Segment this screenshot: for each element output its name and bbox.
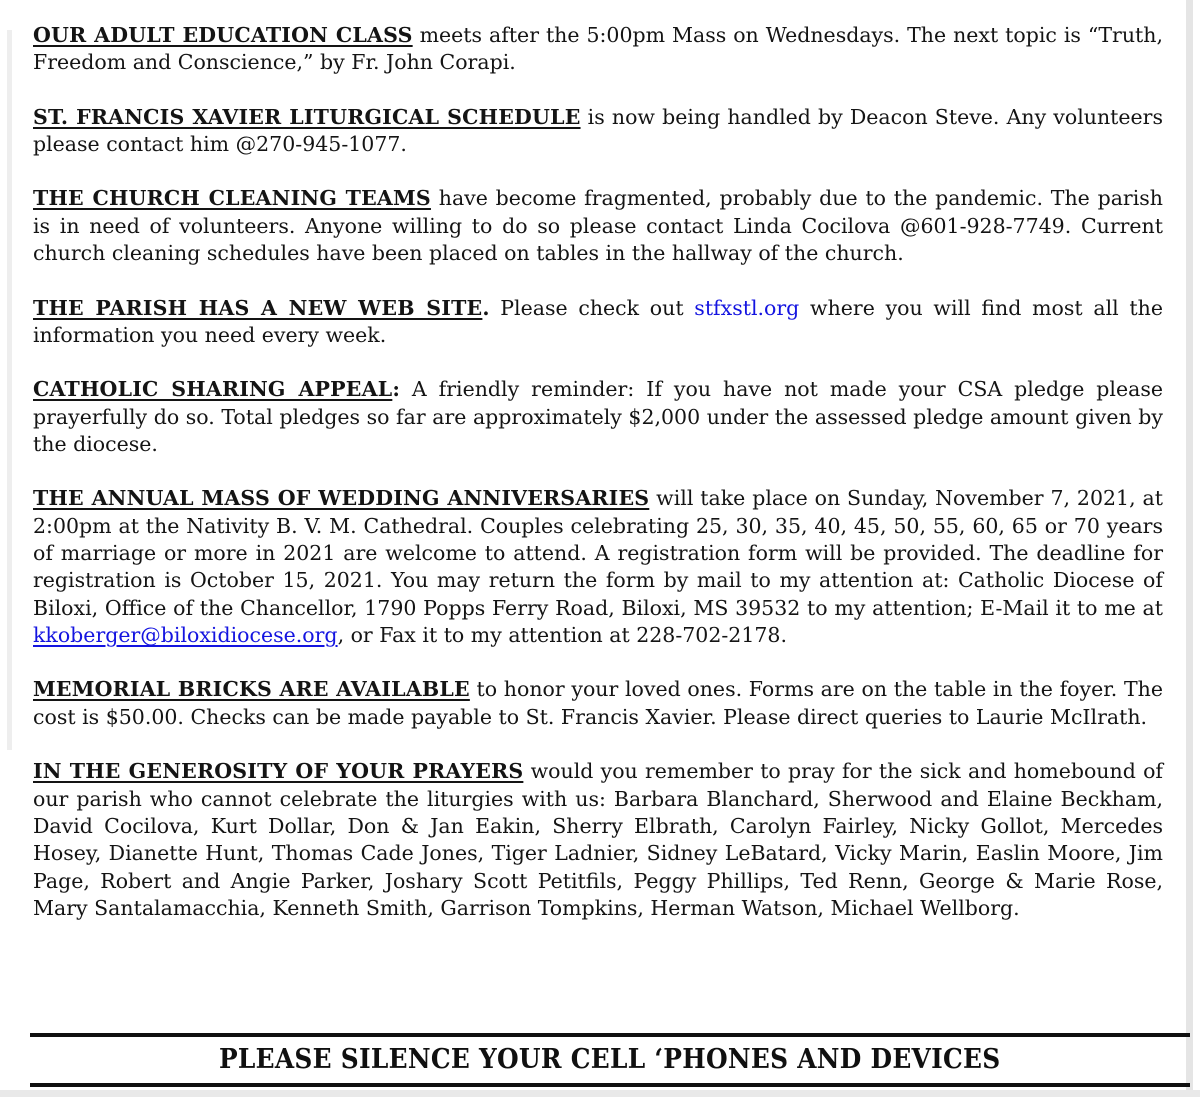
silence-phones-banner — [30, 1037, 1190, 1083]
paragraph-heading: THE ANNUAL MASS OF WEDDING ANNIVERSARIES — [33, 486, 650, 511]
paragraph-heading: THE CHURCH CLEANING TEAMS — [33, 186, 431, 211]
paragraph-heading: ST. FRANCIS XAVIER LITURGICAL SCHEDULE — [33, 104, 581, 129]
paragraph-text: , or Fax it to my attention at 228-702-2178. — [337, 623, 787, 648]
silence-phones-banner-text: PLEASE SILENCE YOUR CELL ‘PHONES AND DEVICES — [219, 1044, 1001, 1075]
paragraph-adult-education — [33, 22, 1163, 77]
paragraph-heading: IN THE GENEROSITY OF YOUR PRAYERS — [33, 759, 524, 784]
paragraph-heading: CATHOLIC SHARING APPEAL — [33, 377, 393, 402]
paragraph-text: meets after the 5:00pm Mass on Wednesdays. The next topic is “Truth, Freedom and Conscience,” by Fr. John Corapi. — [33, 23, 1163, 75]
paragraph-text: would you remember to pray for the sick and homebound of our parish who cannot celebrate the liturgies with us: Barbara Blanchard, Sherwood and Elaine Beckham, David Cocilova, Kurt Dollar, Don & Jan Eakin, Sherry Elbrath, Carolyn Fairley, Nicky Gollot, Mercedes Hosey, Dianette Hunt, Thomas Cade Jones, Tiger Ladnier, Sidney LeBatard, Vicky Marin, Easlin Moore, Jim Page, Robert and Angie Parker, Joshary Scott Petitfils, Peggy Phillips, Ted Renn, George & Marie Rose, Mary Santalamacchia, Kenneth Smith, Garrison Tompkins, Herman Watson, Michael Wellborg. — [33, 759, 1163, 920]
paragraph-memorial-bricks — [33, 676, 1163, 731]
paragraph-church-cleaning — [33, 185, 1163, 267]
paragraph-text: to honor your loved ones. Forms are on the table in the foyer. The cost is $50.00. Checks can be made payable to St. Francis Xavier. Please direct queries to Laurie McIlrath. — [33, 677, 1163, 729]
email-link[interactable]: kkoberger@biloxidiocese.org — [33, 623, 338, 648]
scan-edge-left — [7, 30, 12, 750]
scan-edge-bottom — [0, 1090, 1200, 1097]
paragraph-text: will take place on Sunday, November 7, 2021, at 2:00pm at the Nativity B. V. M. Cathedral. Couples celebrating 25, 30, 35, 40, 45, 50, 55, 60, 65 or 70 years of marriage or more in 2021 are welcome to attend. A registration form will be provided. The deadline for registration is October 15, 2021. You may return the form by mail to my attention at: Catholic Diocese of Biloxi, Office of the Chancellor, 1790 Popps Ferry Road, Biloxi, MS 39532 to my attention; E-Mail it to me at — [33, 486, 1163, 620]
paragraph-text: is now being handled by Deacon Steve. Any volunteers please contact him @270-945-1077. — [33, 104, 1163, 157]
heading-punctuation: . — [482, 295, 490, 320]
paragraph-liturgical-schedule — [33, 104, 1163, 159]
scan-edge-right — [1186, 0, 1193, 1097]
paragraph-new-web-site — [33, 295, 1163, 350]
paragraph-text: Please check out — [489, 295, 695, 320]
paragraph-prayers-for-sick — [33, 758, 1163, 922]
bulletin-body — [33, 22, 1163, 949]
heading-punctuation: : — [392, 377, 400, 402]
paragraph-wedding-anniversaries — [33, 485, 1163, 649]
paragraph-text: A friendly reminder: If you have not made your CSA pledge please prayerfully do so. Total pledges so far are approximately $2,000 under the assessed pledge amount given by the diocese. — [33, 377, 1163, 456]
paragraph-text: have become fragmented, probably due to the pandemic. The parish is in need of volunteers. Anyone willing to do so please contact Linda Cocilova @601-928-7749. Current church cleaning schedules have been placed on tables in the hallway of the church. — [33, 186, 1164, 266]
paragraph-heading: MEMORIAL BRICKS ARE AVAILABLE — [33, 677, 470, 702]
web-site-link[interactable]: stfxstl.org — [694, 295, 800, 320]
footer-rule-bottom — [30, 1083, 1190, 1087]
paragraph-text: where you will find most all the information you need every week. — [33, 295, 1163, 347]
paragraph-catholic-sharing-appeal — [33, 376, 1163, 458]
paragraph-heading: OUR ADULT EDUCATION CLASS — [33, 23, 413, 47]
footer-banner-section — [30, 1033, 1190, 1087]
paragraph-heading: THE PARISH HAS A NEW WEB SITE — [33, 295, 483, 320]
